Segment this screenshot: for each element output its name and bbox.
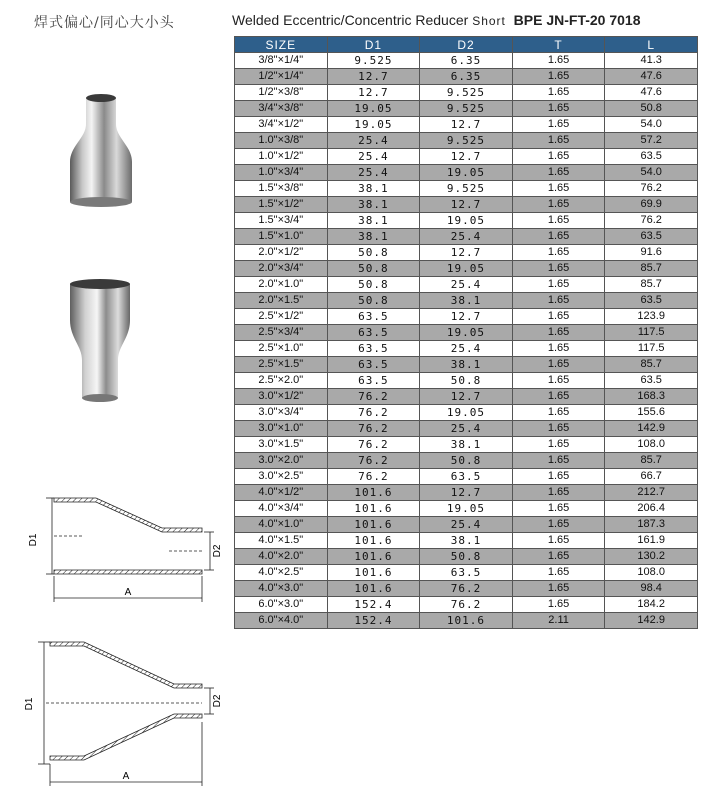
cell-l: 108.0 <box>605 565 698 581</box>
cell-size: 2.5"×1/2" <box>235 309 328 325</box>
cell-size: 1/2"×1/4" <box>235 69 328 85</box>
table-row <box>235 421 698 437</box>
eccentric-d1-label: D1 <box>28 533 39 547</box>
cell-d1: 12.7 <box>327 69 420 85</box>
cell-d2: 50.8 <box>420 373 513 389</box>
cell-size: 3.0"×3/4" <box>235 405 328 421</box>
table-row <box>235 309 698 325</box>
table-row <box>235 53 698 69</box>
cell-l: 76.2 <box>605 181 698 197</box>
cell-d2: 25.4 <box>420 421 513 437</box>
table-header-row <box>235 37 698 53</box>
cell-d2: 19.05 <box>420 213 513 229</box>
cell-l: 161.9 <box>605 533 698 549</box>
cell-d1: 50.8 <box>327 261 420 277</box>
cell-l: 47.6 <box>605 85 698 101</box>
cell-l: 50.8 <box>605 101 698 117</box>
eccentric-reducer-photo <box>62 90 142 210</box>
cell-t: 1.65 <box>512 309 605 325</box>
cell-t: 1.65 <box>512 277 605 293</box>
cell-d2: 19.05 <box>420 405 513 421</box>
cell-l: 54.0 <box>605 165 698 181</box>
cell-d1: 50.8 <box>327 293 420 309</box>
cell-l: 57.2 <box>605 133 698 149</box>
cell-d2: 25.4 <box>420 277 513 293</box>
cell-t: 1.65 <box>512 485 605 501</box>
cell-size: 2.5"×1.5" <box>235 357 328 373</box>
table-row <box>235 581 698 597</box>
table-row <box>235 517 698 533</box>
cell-size: 6.0"×4.0" <box>235 613 328 629</box>
cell-t: 1.65 <box>512 565 605 581</box>
cell-d2: 25.4 <box>420 229 513 245</box>
cell-d1: 76.2 <box>327 469 420 485</box>
cell-size: 3.0"×2.0" <box>235 453 328 469</box>
cell-d1: 101.6 <box>327 549 420 565</box>
cell-t: 1.65 <box>512 437 605 453</box>
table-row <box>235 181 698 197</box>
cell-size: 1.5"×3/8" <box>235 181 328 197</box>
cell-d1: 152.4 <box>327 613 420 629</box>
table-row <box>235 277 698 293</box>
cell-l: 85.7 <box>605 261 698 277</box>
cell-size: 4.0"×1.0" <box>235 517 328 533</box>
cell-l: 155.6 <box>605 405 698 421</box>
cell-d2: 38.1 <box>420 533 513 549</box>
header-size: SIZE <box>235 37 328 53</box>
cell-l: 212.7 <box>605 485 698 501</box>
cell-t: 1.65 <box>512 469 605 485</box>
cell-d1: 38.1 <box>327 197 420 213</box>
cell-size: 2.0"×1/2" <box>235 245 328 261</box>
cell-d2: 19.05 <box>420 261 513 277</box>
cell-l: 91.6 <box>605 245 698 261</box>
cell-d2: 9.525 <box>420 101 513 117</box>
table-row <box>235 613 698 629</box>
cell-size: 2.5"×2.0" <box>235 373 328 389</box>
cell-l: 41.3 <box>605 53 698 69</box>
cell-size: 4.0"×1.5" <box>235 533 328 549</box>
cell-l: 108.0 <box>605 437 698 453</box>
table-row <box>235 533 698 549</box>
cell-d1: 101.6 <box>327 501 420 517</box>
cell-t: 1.65 <box>512 325 605 341</box>
cell-l: 54.0 <box>605 117 698 133</box>
product-code: BPE JN-FT-20 7018 <box>513 12 641 28</box>
table-row <box>235 437 698 453</box>
cell-d2: 12.7 <box>420 149 513 165</box>
cell-d1: 101.6 <box>327 565 420 581</box>
table-row <box>235 549 698 565</box>
eccentric-d2-label: D2 <box>212 544 223 558</box>
cell-d2: 101.6 <box>420 613 513 629</box>
cell-size: 3.0"×1.0" <box>235 421 328 437</box>
cell-d1: 50.8 <box>327 245 420 261</box>
cell-d2: 9.525 <box>420 85 513 101</box>
cell-size: 4.0"×3.0" <box>235 581 328 597</box>
cell-t: 1.65 <box>512 373 605 389</box>
cell-t: 1.65 <box>512 53 605 69</box>
english-title-short: Short <box>472 14 506 28</box>
cell-t: 1.65 <box>512 549 605 565</box>
cell-d1: 63.5 <box>327 357 420 373</box>
table-row <box>235 373 698 389</box>
header-t: T <box>512 37 605 53</box>
cell-d2: 9.525 <box>420 181 513 197</box>
cell-size: 1.0"×3/4" <box>235 165 328 181</box>
chinese-title: 焊式偏心/同心大小头 <box>34 15 175 31</box>
cell-size: 1.0"×1/2" <box>235 149 328 165</box>
table-row <box>235 261 698 277</box>
header-d2: D2 <box>420 37 513 53</box>
cell-t: 1.65 <box>512 405 605 421</box>
cell-d1: 38.1 <box>327 229 420 245</box>
table-row <box>235 357 698 373</box>
cell-t: 1.65 <box>512 117 605 133</box>
table-row <box>235 149 698 165</box>
cell-size: 4.0"×3/4" <box>235 501 328 517</box>
cell-t: 1.65 <box>512 421 605 437</box>
cell-size: 2.5"×3/4" <box>235 325 328 341</box>
cell-d2: 6.35 <box>420 69 513 85</box>
cell-l: 63.5 <box>605 229 698 245</box>
cell-size: 3.0"×1.5" <box>235 437 328 453</box>
table-row <box>235 197 698 213</box>
cell-d2: 25.4 <box>420 517 513 533</box>
cell-t: 1.65 <box>512 293 605 309</box>
cell-t: 1.65 <box>512 245 605 261</box>
cell-d2: 12.7 <box>420 117 513 133</box>
cell-t: 1.65 <box>512 181 605 197</box>
concentric-a-label: A <box>122 771 130 782</box>
english-title <box>232 12 641 28</box>
table-row <box>235 165 698 181</box>
table-row <box>235 405 698 421</box>
cell-d1: 76.2 <box>327 437 420 453</box>
cell-t: 1.65 <box>512 597 605 613</box>
table-row <box>235 293 698 309</box>
cell-l: 69.9 <box>605 197 698 213</box>
cell-d1: 101.6 <box>327 581 420 597</box>
cell-size: 3.0"×1/2" <box>235 389 328 405</box>
cell-d2: 9.525 <box>420 133 513 149</box>
cell-d2: 38.1 <box>420 293 513 309</box>
cell-t: 1.65 <box>512 85 605 101</box>
table-row <box>235 469 698 485</box>
table-row <box>235 213 698 229</box>
cell-t: 1.65 <box>512 197 605 213</box>
cell-d1: 25.4 <box>327 149 420 165</box>
reducer-table <box>234 36 698 629</box>
cell-d2: 19.05 <box>420 501 513 517</box>
cell-d1: 25.4 <box>327 133 420 149</box>
cell-d2: 19.05 <box>420 325 513 341</box>
cell-d1: 63.5 <box>327 373 420 389</box>
cell-d1: 12.7 <box>327 85 420 101</box>
cell-d1: 63.5 <box>327 309 420 325</box>
cell-d1: 101.6 <box>327 533 420 549</box>
cell-size: 4.0"×1/2" <box>235 485 328 501</box>
cell-size: 6.0"×3.0" <box>235 597 328 613</box>
cell-d2: 12.7 <box>420 245 513 261</box>
table-row <box>235 117 698 133</box>
cell-l: 123.9 <box>605 309 698 325</box>
cell-t: 1.65 <box>512 165 605 181</box>
table-row <box>235 325 698 341</box>
cell-size: 2.0"×1.5" <box>235 293 328 309</box>
cell-l: 184.2 <box>605 597 698 613</box>
eccentric-reducer-drawing <box>24 488 224 606</box>
cell-l: 66.7 <box>605 469 698 485</box>
cell-d2: 38.1 <box>420 437 513 453</box>
cell-l: 117.5 <box>605 325 698 341</box>
cell-d2: 63.5 <box>420 565 513 581</box>
cell-d2: 50.8 <box>420 549 513 565</box>
cell-d2: 12.7 <box>420 309 513 325</box>
cell-size: 1.5"×1/2" <box>235 197 328 213</box>
cell-l: 76.2 <box>605 213 698 229</box>
table-row <box>235 501 698 517</box>
cell-l: 85.7 <box>605 453 698 469</box>
english-title-main: Welded Eccentric/Concentric Reducer <box>232 12 469 28</box>
cell-d1: 101.6 <box>327 517 420 533</box>
cell-d1: 50.8 <box>327 277 420 293</box>
cell-size: 3/4"×1/2" <box>235 117 328 133</box>
cell-t: 1.65 <box>512 501 605 517</box>
cell-l: 130.2 <box>605 549 698 565</box>
cell-d1: 152.4 <box>327 597 420 613</box>
table-row <box>235 453 698 469</box>
cell-size: 4.0"×2.0" <box>235 549 328 565</box>
cell-l: 98.4 <box>605 581 698 597</box>
cell-t: 2.11 <box>512 613 605 629</box>
table-row <box>235 69 698 85</box>
cell-d1: 25.4 <box>327 165 420 181</box>
table-row <box>235 229 698 245</box>
concentric-d2-label: D2 <box>212 694 223 708</box>
cell-t: 1.65 <box>512 453 605 469</box>
cell-d2: 6.35 <box>420 53 513 69</box>
cell-t: 1.65 <box>512 133 605 149</box>
cell-l: 117.5 <box>605 341 698 357</box>
cell-size: 3/4"×3/8" <box>235 101 328 117</box>
cell-d2: 63.5 <box>420 469 513 485</box>
cell-t: 1.65 <box>512 533 605 549</box>
cell-d1: 38.1 <box>327 213 420 229</box>
table-row <box>235 133 698 149</box>
cell-t: 1.65 <box>512 357 605 373</box>
cell-t: 1.65 <box>512 229 605 245</box>
cell-d2: 12.7 <box>420 485 513 501</box>
cell-d2: 19.05 <box>420 165 513 181</box>
cell-d1: 76.2 <box>327 389 420 405</box>
cell-d1: 63.5 <box>327 341 420 357</box>
table-row <box>235 245 698 261</box>
table-row <box>235 485 698 501</box>
cell-d2: 76.2 <box>420 597 513 613</box>
cell-d2: 76.2 <box>420 581 513 597</box>
cell-t: 1.65 <box>512 101 605 117</box>
header-l: L <box>605 37 698 53</box>
cell-d2: 50.8 <box>420 453 513 469</box>
table-row <box>235 389 698 405</box>
cell-d2: 38.1 <box>420 357 513 373</box>
concentric-d1-label: D1 <box>24 697 35 711</box>
cell-l: 63.5 <box>605 373 698 389</box>
cell-size: 2.5"×1.0" <box>235 341 328 357</box>
cell-t: 1.65 <box>512 213 605 229</box>
table-row <box>235 597 698 613</box>
cell-l: 85.7 <box>605 357 698 373</box>
cell-size: 2.0"×3/4" <box>235 261 328 277</box>
concentric-reducer-photo <box>58 276 142 406</box>
cell-t: 1.65 <box>512 517 605 533</box>
cell-size: 1.5"×1.0" <box>235 229 328 245</box>
cell-d1: 63.5 <box>327 325 420 341</box>
cell-d1: 38.1 <box>327 181 420 197</box>
table-row <box>235 565 698 581</box>
cell-l: 142.9 <box>605 613 698 629</box>
cell-size: 1.5"×3/4" <box>235 213 328 229</box>
cell-t: 1.65 <box>512 341 605 357</box>
cell-d2: 25.4 <box>420 341 513 357</box>
cell-t: 1.65 <box>512 581 605 597</box>
header-d1: D1 <box>327 37 420 53</box>
cell-d1: 76.2 <box>327 405 420 421</box>
cell-d2: 12.7 <box>420 389 513 405</box>
cell-l: 168.3 <box>605 389 698 405</box>
cell-l: 206.4 <box>605 501 698 517</box>
cell-size: 4.0"×2.5" <box>235 565 328 581</box>
cell-size: 1.0"×3/8" <box>235 133 328 149</box>
table-row <box>235 85 698 101</box>
cell-l: 187.3 <box>605 517 698 533</box>
cell-size: 2.0"×1.0" <box>235 277 328 293</box>
cell-t: 1.65 <box>512 261 605 277</box>
cell-t: 1.65 <box>512 69 605 85</box>
table-row <box>235 101 698 117</box>
cell-l: 85.7 <box>605 277 698 293</box>
cell-l: 63.5 <box>605 149 698 165</box>
cell-d2: 12.7 <box>420 197 513 213</box>
cell-d1: 101.6 <box>327 485 420 501</box>
cell-size: 3/8"×1/4" <box>235 53 328 69</box>
cell-l: 63.5 <box>605 293 698 309</box>
concentric-reducer-drawing <box>24 630 224 790</box>
cell-d1: 19.05 <box>327 101 420 117</box>
cell-d1: 19.05 <box>327 117 420 133</box>
eccentric-a-label: A <box>124 587 132 598</box>
cell-l: 47.6 <box>605 69 698 85</box>
cell-d1: 9.525 <box>327 53 420 69</box>
cell-t: 1.65 <box>512 389 605 405</box>
table-row <box>235 341 698 357</box>
cell-size: 3.0"×2.5" <box>235 469 328 485</box>
cell-d1: 76.2 <box>327 421 420 437</box>
cell-d1: 76.2 <box>327 453 420 469</box>
cell-t: 1.65 <box>512 149 605 165</box>
cell-l: 142.9 <box>605 421 698 437</box>
cell-size: 1/2"×3/8" <box>235 85 328 101</box>
